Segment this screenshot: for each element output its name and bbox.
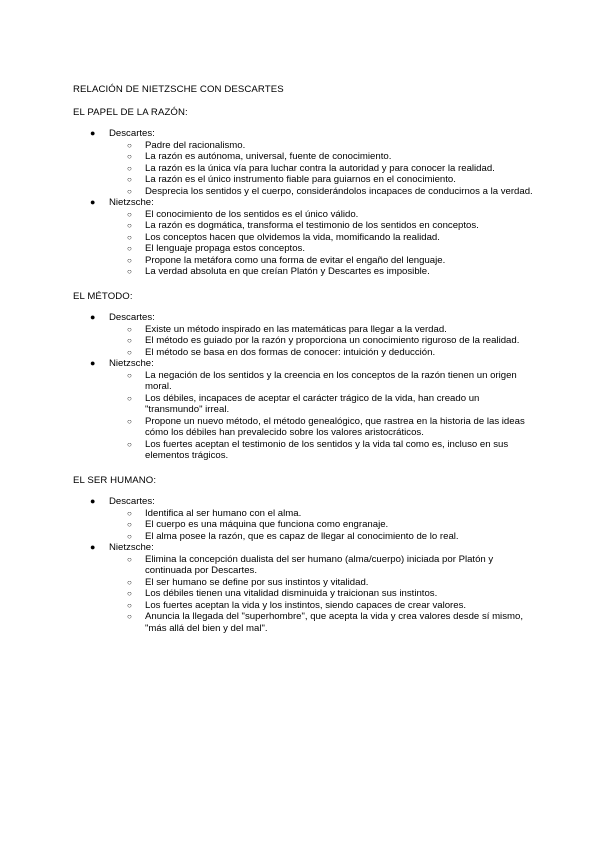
list-item-text: La razón es autónoma, universal, fuente de conocimiento. — [145, 151, 392, 162]
author-list — [73, 128, 533, 278]
list-item-text: El lenguaje propaga estos conceptos. — [145, 243, 306, 254]
hollow-bullet-icon: ○ — [127, 267, 132, 276]
hollow-bullet-icon: ○ — [127, 232, 132, 242]
list-item — [109, 255, 533, 267]
list-item-text: El cuerpo es una máquina que funciona como engranaje. — [145, 519, 389, 530]
list-item — [109, 577, 533, 589]
author-group — [73, 128, 533, 197]
section-heading: EL PAPEL DE LA RAZÓN: — [73, 106, 188, 118]
list-item — [109, 151, 533, 163]
point-list — [109, 554, 533, 635]
section-heading: EL MÉTODO: — [73, 290, 133, 302]
author-label: Nietzsche: — [109, 358, 154, 369]
author-group — [73, 542, 533, 634]
list-item — [109, 220, 533, 232]
list-item-text: La razón es la única vía para luchar contra la autoridad y para conocer la realidad. — [145, 162, 495, 174]
list-item-text: Los débiles tienen una vitalidad disminuida y traicionan sus instintos. — [145, 588, 438, 599]
hollow-bullet-icon: ○ — [127, 520, 132, 529]
list-item — [109, 232, 533, 244]
hollow-bullet-icon: ○ — [127, 347, 132, 357]
list-item-text: El método es guiado por la razón y proporciona un conocimiento riguroso de la realidad. — [145, 335, 520, 346]
list-item — [109, 611, 533, 634]
hollow-bullet-icon: ○ — [127, 589, 132, 598]
author-group — [73, 496, 533, 542]
list-item — [109, 140, 533, 152]
author-label: Nietzsche: — [109, 542, 154, 553]
filled-bullet-icon: ● — [90, 312, 96, 322]
hollow-bullet-icon: ○ — [127, 577, 132, 587]
list-item — [109, 439, 533, 462]
list-item — [109, 508, 533, 520]
author-group — [73, 197, 533, 278]
filled-bullet-icon: ● — [90, 128, 96, 138]
hollow-bullet-icon: ○ — [127, 255, 132, 265]
list-item-text: Los fuertes aceptan la vida y los instintos, siendo capaces de crear valores. — [145, 599, 467, 611]
list-item-text: El ser humano se define por sus instintos y vitalidad. — [145, 576, 369, 588]
hollow-bullet-icon: ○ — [127, 393, 132, 403]
list-item-text: El conocimiento de los sentidos es el único válido. — [145, 208, 359, 220]
list-item — [109, 243, 533, 255]
hollow-bullet-icon: ○ — [127, 140, 132, 150]
author-label: Descartes: — [109, 128, 155, 139]
hollow-bullet-icon: ○ — [127, 209, 132, 219]
list-item-text: Propone un nuevo método, el método genealógico, que rastrea en la historia de las ideas cómo los débiles han prevalecido sobre los valores aristocráticos. — [145, 415, 525, 438]
document-title: RELACIÓN DE NIETZSCHE CON DESCARTES — [73, 84, 284, 95]
hollow-bullet-icon: ○ — [127, 163, 132, 173]
point-list — [109, 508, 533, 543]
list-item — [109, 324, 533, 336]
author-group — [73, 312, 533, 358]
list-item-text: Identifica al ser humano con el alma. — [145, 507, 302, 519]
hollow-bullet-icon: ○ — [127, 612, 132, 621]
section — [73, 291, 533, 462]
list-item — [109, 266, 533, 278]
document-page — [73, 84, 533, 647]
section-heading: EL SER HUMANO: — [73, 474, 157, 486]
list-item-text: Propone la metáfora como una forma de evitar el engaño del lenguaje. — [145, 254, 446, 266]
list-item-text: La razón es el único instrumento fiable para guiarnos en el conocimiento. — [145, 174, 456, 185]
list-item-text: Anuncia la llegada del "superhombre", que acepta la vida y crea valores desde sí mismo, "más allá del bien y del mal". — [145, 611, 523, 634]
list-item — [109, 209, 533, 221]
point-list — [109, 140, 533, 198]
author-label: Descartes: — [109, 312, 155, 323]
hollow-bullet-icon: ○ — [127, 175, 132, 184]
filled-bullet-icon: ● — [90, 358, 96, 368]
author-list — [73, 312, 533, 462]
section — [73, 475, 533, 635]
hollow-bullet-icon: ○ — [127, 439, 132, 449]
author-group — [73, 358, 533, 462]
list-item-text: El método se basa en dos formas de conocer: intuición y deducción. — [145, 346, 436, 358]
hollow-bullet-icon: ○ — [127, 531, 132, 541]
list-item-text: La verdad absoluta en que creían Platón y Descartes es imposible. — [145, 266, 430, 277]
hollow-bullet-icon: ○ — [127, 600, 132, 610]
list-item — [109, 174, 533, 186]
point-list — [109, 324, 533, 359]
filled-bullet-icon: ● — [90, 542, 96, 552]
section — [73, 107, 533, 278]
hollow-bullet-icon: ○ — [127, 324, 132, 334]
author-label: Nietzsche: — [109, 197, 154, 208]
list-item-text: Los débiles, incapaces de aceptar el carácter trágico de la vida, han creado un "transmundo" irreal. — [145, 392, 480, 415]
list-item — [109, 370, 533, 393]
list-item-text: Los fuertes aceptan el testimonio de los sentidos y la vida tal como es, incluso en sus elementos trágicos. — [145, 438, 509, 461]
filled-bullet-icon: ● — [90, 197, 96, 207]
list-item-text: Padre del racionalismo. — [145, 139, 246, 151]
list-item — [109, 600, 533, 612]
hollow-bullet-icon: ○ — [127, 370, 132, 380]
point-list — [109, 370, 533, 462]
hollow-bullet-icon: ○ — [127, 244, 132, 253]
list-item — [109, 588, 533, 600]
point-list — [109, 209, 533, 278]
list-item-text: Existe un método inspirado en las matemáticas para llegar a la verdad. — [145, 323, 447, 335]
document-body — [73, 107, 533, 635]
list-item — [109, 393, 533, 416]
list-item-text: El alma posee la razón, que es capaz de llegar al conocimiento de lo real. — [145, 530, 459, 542]
author-label: Descartes: — [109, 496, 155, 507]
list-item — [109, 519, 533, 531]
hollow-bullet-icon: ○ — [127, 508, 132, 518]
list-item — [109, 416, 533, 439]
list-item — [109, 531, 533, 543]
list-item — [109, 186, 533, 198]
list-item-text: Desprecia los sentidos y el cuerpo, considerándolos incapaces de conducirnos a la verdad. — [145, 185, 533, 197]
filled-bullet-icon: ● — [90, 496, 96, 506]
author-list — [73, 496, 533, 634]
list-item — [109, 347, 533, 359]
hollow-bullet-icon: ○ — [127, 554, 132, 564]
hollow-bullet-icon: ○ — [127, 336, 132, 345]
list-item-text: Elimina la concepción dualista del ser humano (alma/cuerpo) iniciada por Platón y continuada por Descartes. — [145, 553, 494, 576]
list-item-text: Los conceptos hacen que olvidemos la vida, momificando la realidad. — [145, 231, 440, 243]
list-item — [109, 163, 533, 175]
hollow-bullet-icon: ○ — [127, 152, 132, 161]
hollow-bullet-icon: ○ — [127, 416, 132, 426]
list-item-text: La negación de los sentidos y la creencia en los conceptos de la razón tienen un origen moral. — [145, 369, 517, 392]
hollow-bullet-icon: ○ — [127, 186, 132, 196]
list-item — [109, 554, 533, 577]
list-item — [109, 335, 533, 347]
hollow-bullet-icon: ○ — [127, 221, 132, 230]
list-item-text: La razón es dogmática, transforma el testimonio de los sentidos en conceptos. — [145, 220, 479, 231]
